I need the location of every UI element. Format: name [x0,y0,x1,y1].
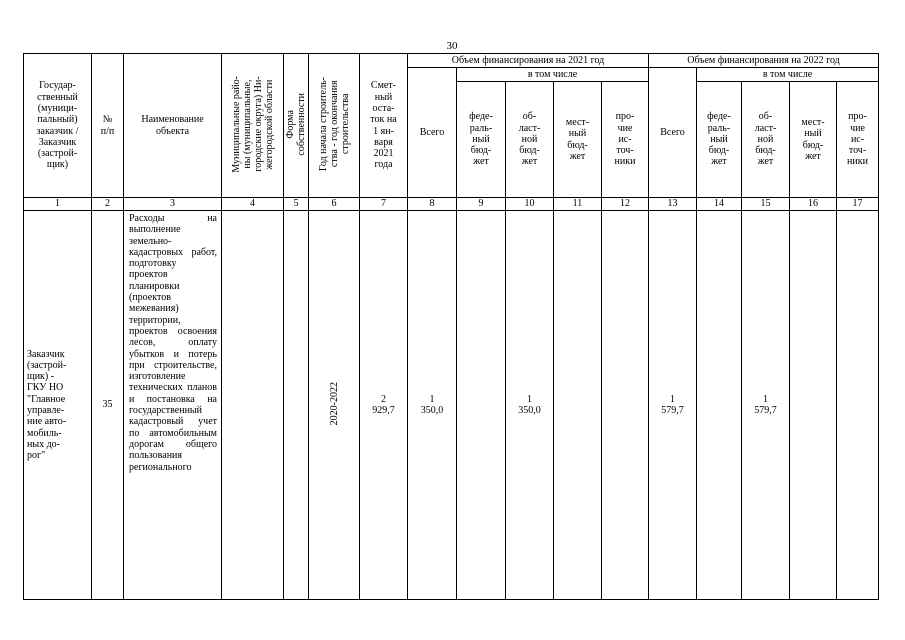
cell-customer: Заказчик (застрой- щик) - ГКУ НО "Главное управле- ние авто- мобиль- ных до- рог" [24,211,92,600]
header-federal-2021: феде- раль- ный бюд- жет [457,82,506,198]
header-total-2022: Всего [649,68,697,198]
cell-total-2022: 1 579,7 [649,211,697,600]
header-years: Год начала строитель- ства - год окончания строительства [309,54,360,198]
page-number: 30 [446,40,458,52]
header-other-2021: про- чие ис- точ- ники [602,82,649,198]
column-number-3: 3 [124,198,222,211]
header-regional-2021: об- ласт- ной бюд- жет [506,82,554,198]
header-including-2022: в том числе [697,68,879,82]
header-local-2022: мест- ный бюд- жет [790,82,837,198]
column-number-8: 8 [408,198,457,211]
column-number-6: 6 [309,198,360,211]
column-number-1: 1 [24,198,92,211]
cell-total-2021: 1 350,0 [408,211,457,600]
header-ownership: Форма собственности [284,54,309,198]
cell-municipality [222,211,284,600]
header-object-name: Наименование объекта [124,54,222,198]
header-total-2021: Всего [408,68,457,198]
header-customer: Государ- ственный (муници- пальный) заказчик / Заказчик (застрой- щик) [24,54,92,198]
column-number-9: 9 [457,198,506,211]
column-number-16: 16 [790,198,837,211]
header-municipality: Муниципальные райо- ны (муниципальные, городские округа) Ни- жегородской области [222,54,284,198]
header-funding-2022: Объем финансирования на 2022 год [649,54,879,68]
column-number-5: 5 [284,198,309,211]
column-number-17: 17 [837,198,879,211]
column-number-13: 13 [649,198,697,211]
header-local-2021: мест- ный бюд- жет [554,82,602,198]
budget-table [23,53,879,600]
cell-regional-2022: 1 579,7 [742,211,790,600]
column-number-10: 10 [506,198,554,211]
cell-local-2022 [790,211,837,600]
cell-years: 2020-2022 [309,211,360,600]
column-number-12: 12 [602,198,649,211]
cell-federal-2022 [697,211,742,600]
column-number-row [24,198,879,211]
header-including-2021: в том числе [457,68,649,82]
column-number-7: 7 [360,198,408,211]
header-federal-2022: феде- раль- ный бюд- жет [697,82,742,198]
column-number-4: 4 [222,198,284,211]
column-number-2: 2 [92,198,124,211]
cell-local-2021 [554,211,602,600]
header-regional-2022: об- ласт- ной бюд- жет [742,82,790,198]
cell-regional-2021: 1 350,0 [506,211,554,600]
header-balance: Смет- ный оста- ток на 1 ян- варя 2021 года [360,54,408,198]
column-number-11: 11 [554,198,602,211]
cell-federal-2021 [457,211,506,600]
column-number-14: 14 [697,198,742,211]
header-funding-2021: Объем финансирования на 2021 год [408,54,649,68]
header-index: № п/п [92,54,124,198]
cell-index: 35 [92,211,124,600]
cell-balance: 2 929,7 [360,211,408,600]
column-number-15: 15 [742,198,790,211]
table-row [24,211,879,600]
cell-other-2022 [837,211,879,600]
cell-object-name: Расходы на выполнение земельно-кадастровых работ, подготовку проектов планировки (проектов межевания) территории, проектов освоения лесов, оплату убытков и потерь при строительстве, изготовление технических планов и постановка на государственный кадастровый учет по автомобильным дорогам общего пользования регионального [124,211,222,600]
header-other-2022: про- чие ис- точ- ники [837,82,879,198]
cell-ownership [284,211,309,600]
cell-other-2021 [602,211,649,600]
